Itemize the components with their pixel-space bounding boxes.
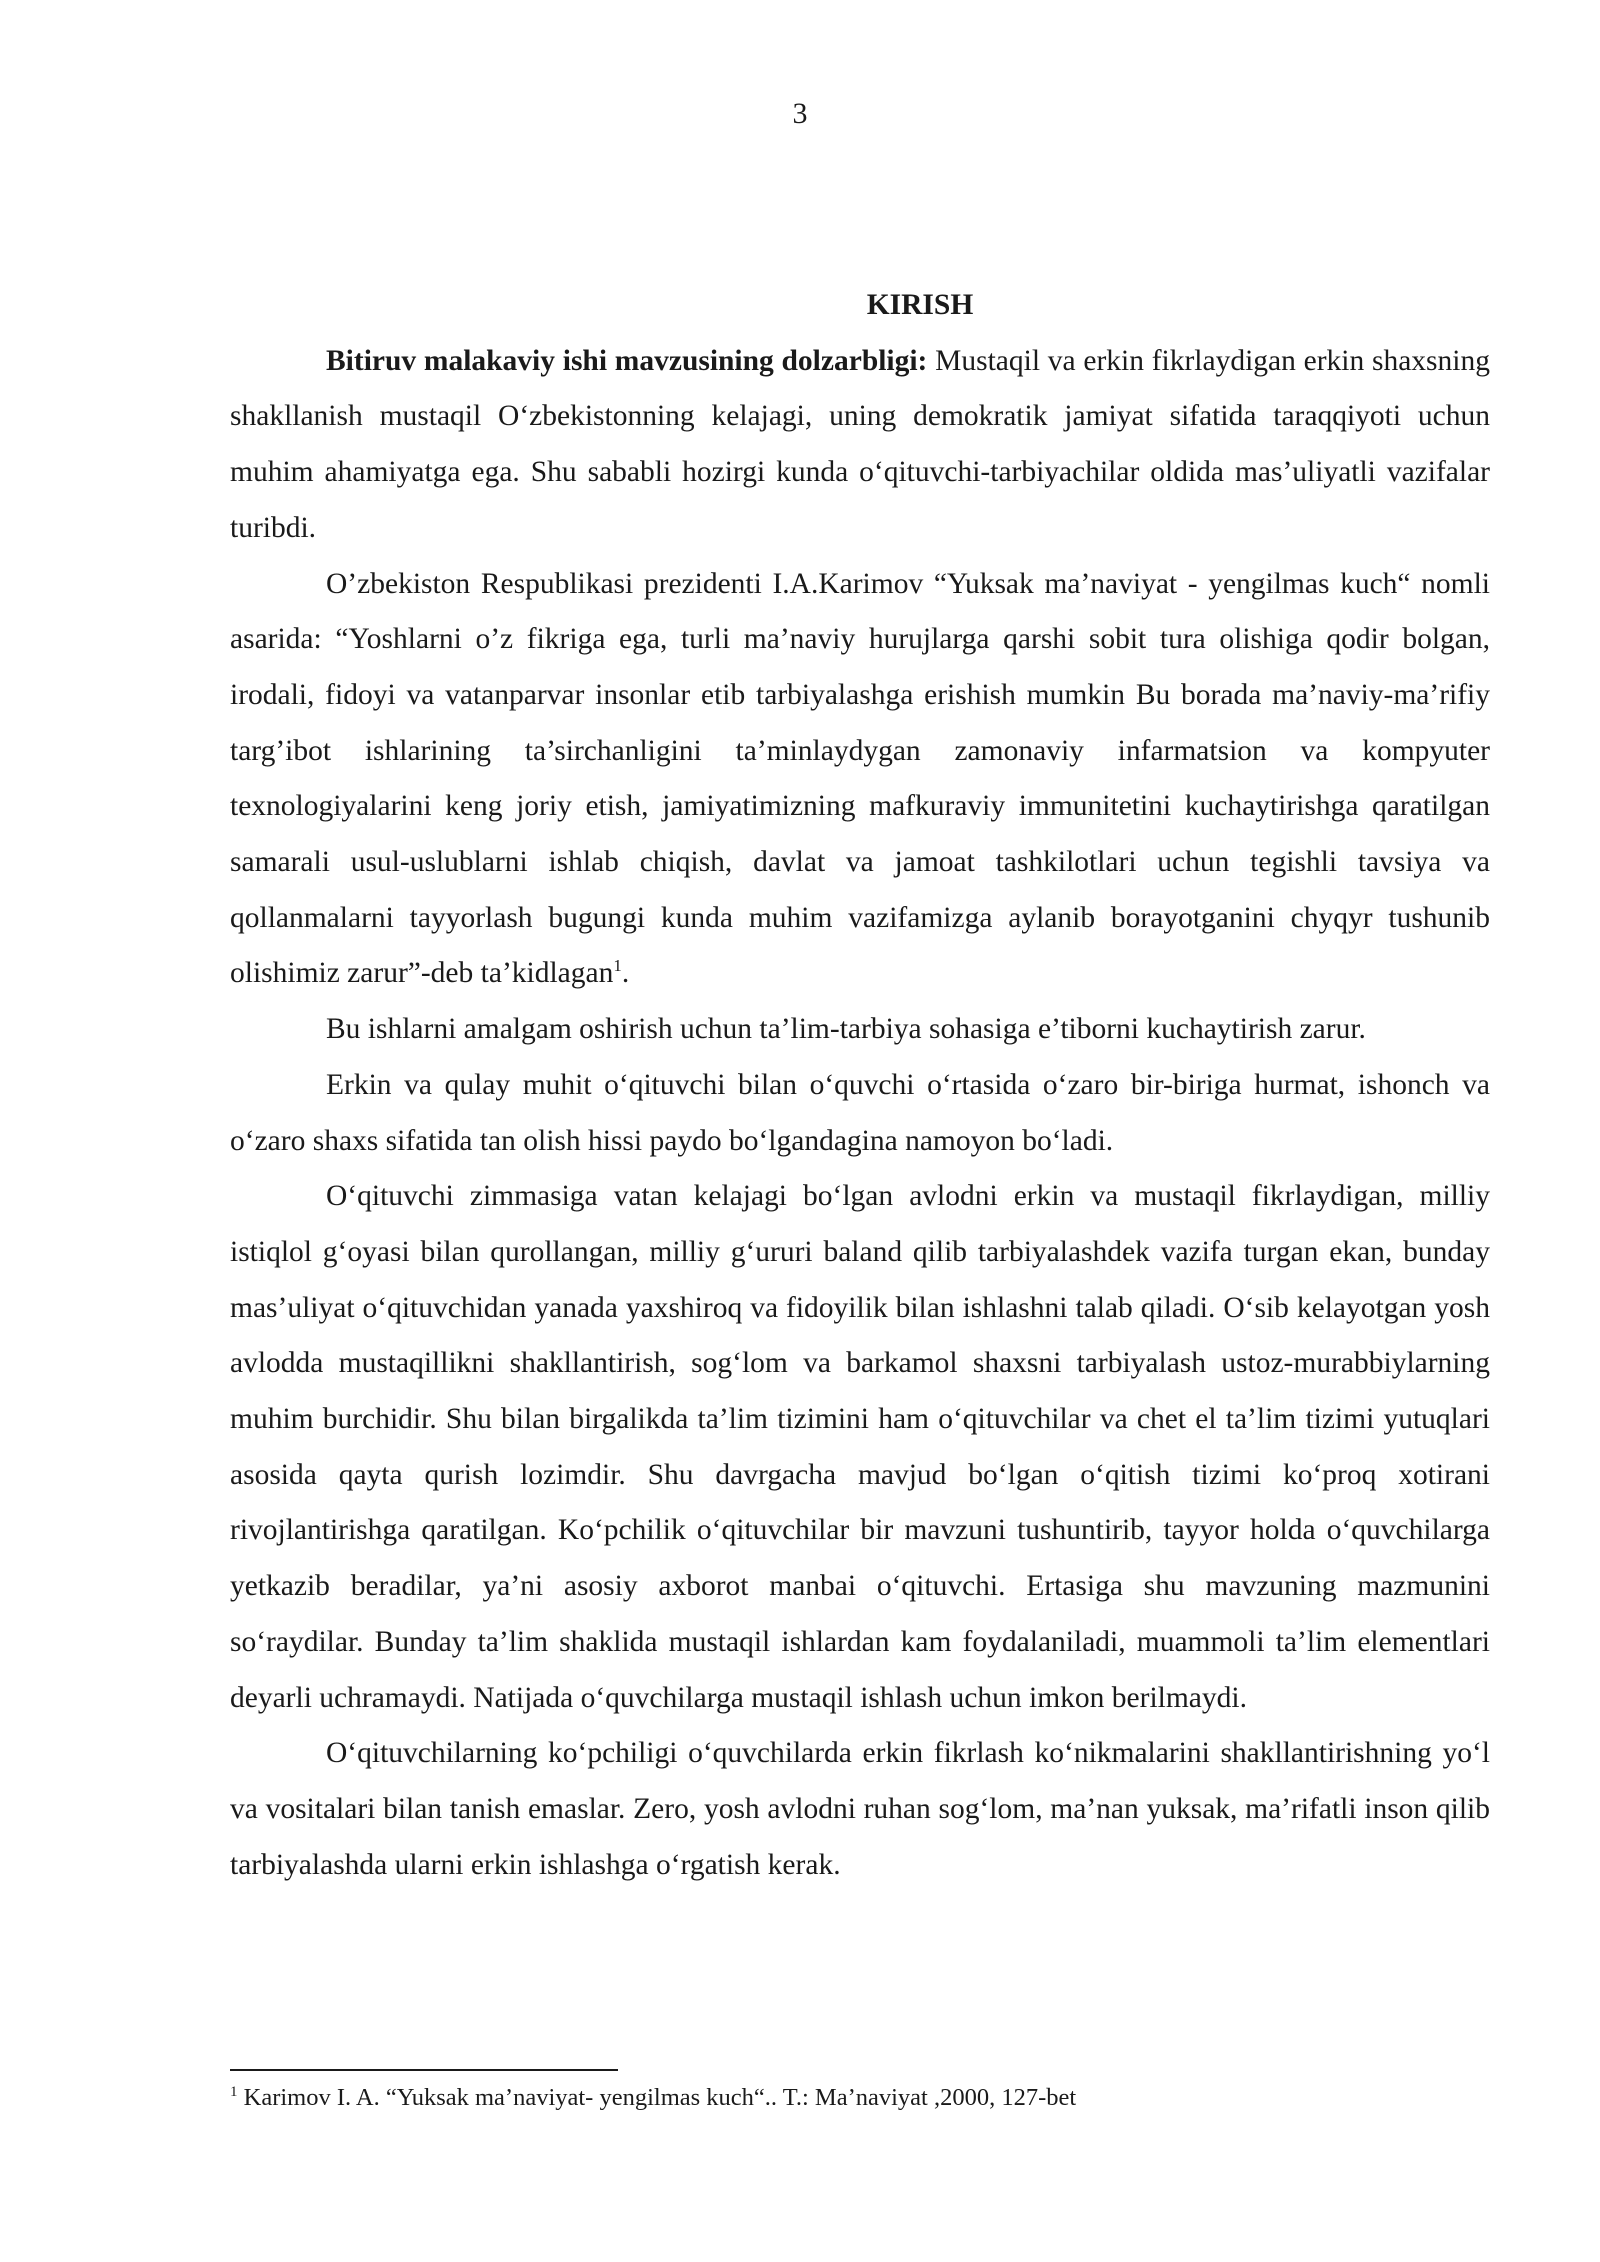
body-paragraph: O‘qituvchi zimmasiga vatan kelajagi bo‘lgan avlodni erkin va mustaqil fikrlaydigan, milliy istiqlol g‘oyasi bilan qurollangan, milliy g‘ururi baland qilib tarbiyalashdek vazifa turgan ekan, bunday mas’uliyat o‘qituvchidan yanada yaxshiroq va fidoyilik bilan ishlashni talab qiladi. O‘sib kelayotgan yosh avlodda mustaqillikni shakllantirish, sog‘lom va barkamol shaxsni tarbiyalash ustoz-murabbiylarning muhim burchidir. Shu bilan birgalikda ta’lim tizimini ham o‘qituvchilar va chet el ta’lim tizimi yutuqlari asosida qayta qurish lozimdir. Shu davrgacha mavjud bo‘lgan o‘qitish tizimi ko‘proq xotirani rivojlantirishga qaratilgan. Ko‘pchilik o‘qituvchilar bir mavzuni tushuntirib, tayyor holda o‘quvchilarga yetkazib beradilar, ya’ni asosiy axborot manbai o‘qituvchi. Ertasiga shu mavzuning mazmunini so‘raydilar. Bunday ta’lim shaklida mustaqil ishlardan kam foydalaniladi, muammoli ta’lim elementlari deyarli uchramaydi. Natijada o‘quvchilarga mustaqil ishlash uchun imkon berilmaydi. [230, 1180, 1490, 1714]
footnote-reference[interactable]: 1 [613, 956, 622, 976]
quote-end: . [621, 957, 630, 990]
quote-paragraph [230, 557, 1490, 1003]
page-number: 3 [792, 97, 808, 130]
footnote-text: Karimov I. A. “Yuksak ma’naviyat- yengilmas kuch“.. T.: Ma’naviyat ,2000, 127-bet [237, 2084, 1077, 2111]
footnote-marker: 1 [230, 2083, 238, 2100]
document-body [230, 278, 1490, 1893]
intro-text: Mustaqil va erkin fikrlaydigan erkin shaxsning shakllanish mustaqil O‘zbekistonning kelajagi, uning demokratik jamiyat sifatida taraqqiyoti uchun muhim ahamiyatga ega. Shu sababli hozirgi kunda o‘qituvchi-tarbiyachilar oldida mas’uliyatli vazifalar turibdi. [230, 344, 1490, 544]
topic-relevance-label: Bitiruv malakaviy ishi mavzusining dolzarbligi: [326, 344, 928, 377]
body-paragraph: O‘qituvchilarning ko‘pchiligi o‘quvchilarda erkin fikrlash ko‘nikmalarini shakllantirishning yo‘l va vositalari bilan tanish emaslar. Zero, yosh avlodni ruhan sog‘lom, ma’nan yuksak, ma’rifatli inson qilib tarbiyalashda ularni erkin ishlashga o‘rgatish kerak. [230, 1737, 1490, 1881]
section-heading: KIRISH [866, 289, 974, 321]
quote-text: O’zbekiston Respublikasi prezidenti I.A.Karimov “Yuksak ma’naviyat - yengilmas kuch“ nomli asarida: “Yoshlarni o’z fikriga ega, turli ma’naviy hurujlarga qarshi sobit tura olishiga qodir bolgan, irodali, fidoyi va vatanparvar insonlar etib tarbiyalashga erishish mumkin Bu borada ma’naviy-ma’rifiy targ’ibot ishlarining ta’sirchanligini ta’minlaydygan zamonaviy infarmatsion va kompyuter texnologiyalarini keng joriy etish, jamiyatimizning mafkuraviy immunitetini kuchaytirishga qaratilgan samarali usul-uslublarni ishlab chiqish, davlat va jamoat tashkilotlari uchun tegishli tavsiya va qollanmalarni tayyorlash bugungi kunda muhim vazifamizga aylanib borayotganini chyqyr tushunib olishimiz zarur”-deb ta’kidlagan [230, 567, 1490, 990]
intro-paragraph [230, 334, 1490, 557]
footnote-separator [230, 2069, 618, 2071]
footnote [230, 2080, 1490, 2116]
body-paragraph: Erkin va qulay muhit o‘qituvchi bilan o‘quvchi o‘rtasida o‘zaro bir-biriga hurmat, ishonch va o‘zaro shaxs sifatida tan olish hissi paydo bo‘lgandagina namoyon bo‘ladi. [230, 1068, 1490, 1157]
body-paragraph: Bu ishlarni amalgam oshirish uchun ta’lim-tarbiya sohasiga e’tiborni kuchaytirish zarur. [326, 1013, 1366, 1046]
